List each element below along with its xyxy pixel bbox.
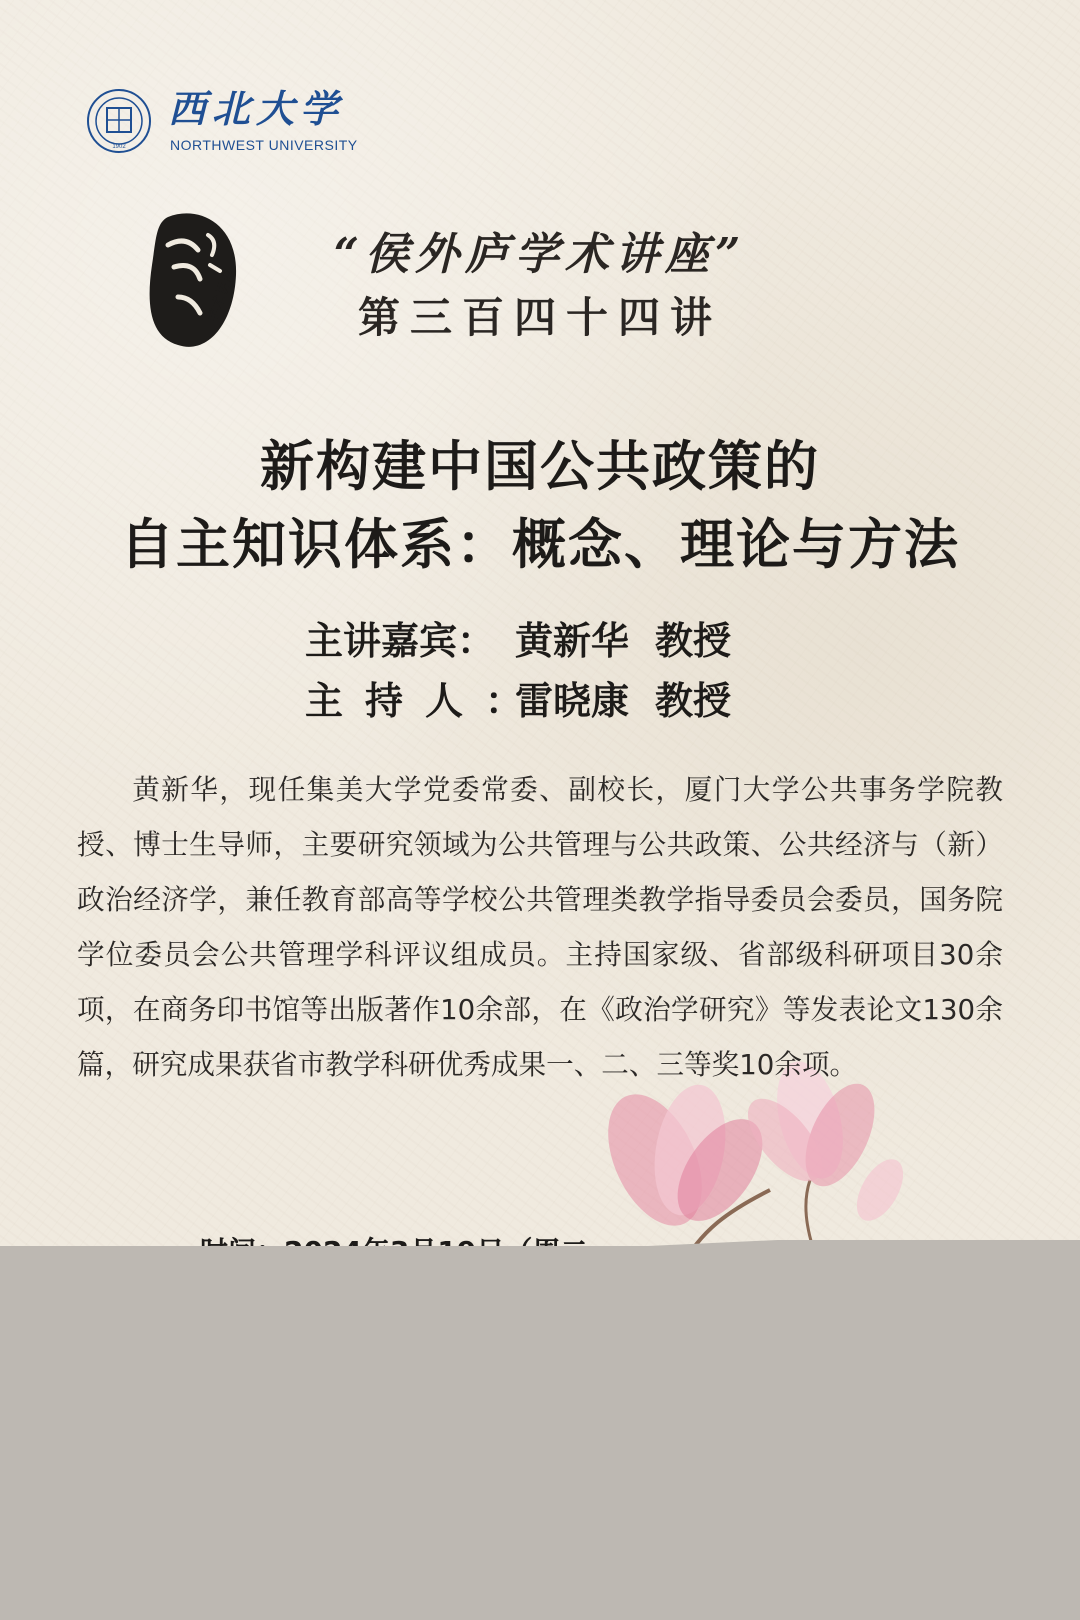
host-title: 教授 bbox=[655, 678, 732, 723]
host-label: 主持人： bbox=[305, 678, 546, 723]
speaker-line bbox=[305, 610, 825, 665]
lecture-title-line-2: 自主知识体系：概念、理论与方法 bbox=[120, 512, 960, 576]
svg-text:1902: 1902 bbox=[112, 144, 126, 150]
speaker-label: 主讲嘉宾： bbox=[305, 618, 496, 663]
host-line bbox=[305, 670, 825, 725]
svg-text:学术讲座: 学术讲座 bbox=[204, 266, 239, 325]
speaker-biography: 黄新华，现任集美大学党委常委、副校长，厦门大学公共事务学院教授、博士生导师，主要研究领域为公共管理与公共政策、公共经济与（新）政治经济学，兼任教育部高等学校公共管理类教学指导委员会委员，国务院学位委员会公共管理学科评议组成员。主持国家级、省部级科研项目30余项，在商务印书馆等出版著作10余部，在《政治学研究》等发表论文130余篇，研究成果获省市教学科研优秀成果一、二、三等奖10余项。 bbox=[77, 773, 1003, 1081]
host-name: 雷晓康 bbox=[515, 678, 630, 723]
lecture-emblem-logo bbox=[138, 205, 248, 355]
lecture-series-name: “侯外庐学术讲座” bbox=[333, 229, 747, 280]
speaker-name: 黄新华 bbox=[515, 618, 630, 663]
speaker-title: 教授 bbox=[655, 618, 732, 663]
university-seal-icon bbox=[86, 88, 152, 154]
image-placeholder-area bbox=[0, 1262, 1080, 1620]
lecture-title-line-1: 新构建中国公共政策的 bbox=[260, 434, 820, 498]
university-name-en: NORTHWEST UNIVERSITY bbox=[170, 137, 358, 153]
university-name-cn: 西北大学 bbox=[168, 86, 345, 131]
lecture-number: 第三百四十四讲 bbox=[357, 293, 722, 342]
